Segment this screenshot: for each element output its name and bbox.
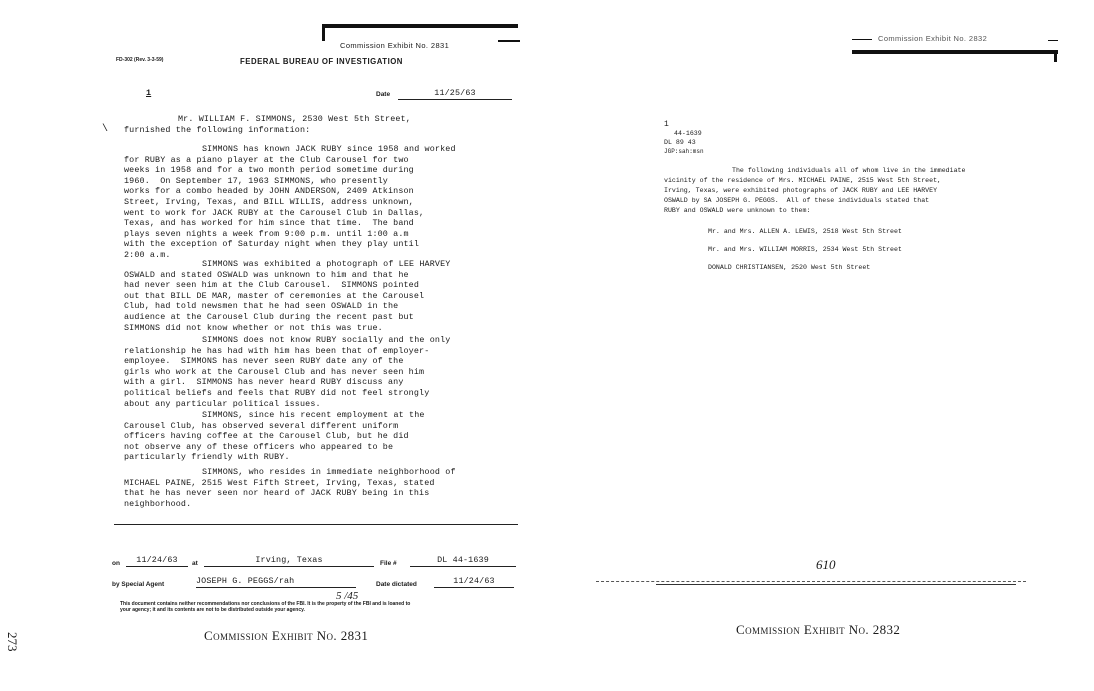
name-morris: Mr. and Mrs. WILLIAM MORRIS, 2534 West 5th Street (708, 246, 902, 253)
right-header-rule-left (852, 39, 872, 40)
dictated-label: Date dictated (376, 581, 417, 588)
right-intro: The following individuals all of whom live in the immediate vicinity of the residence of Mrs. MICHAEL PAINE, 2515 West 5th Street, Irving, Texas, were exhibited photographs of JACK RUBY and LEE HARVEY OSWALD by SA JOSEPH G. PEGGS. All of these individuals stated that RUBY and OSWALD were unknown to them: (664, 167, 966, 214)
date-value: 11/25/63 (398, 88, 512, 100)
bottom-solid-rule (656, 584, 1016, 585)
form-number: FD-302 (Rev. 3-3-59) (116, 57, 164, 63)
paragraph-relationship: SIMMONS does not know RUBY socially and the only relationship he has had with him has been that of employer- employee. SIMMONS has never seen RUBY date any of the girls who work at the Carousel Club and has never seen him with a girl. SIMMONS has never heard RUBY discuss any political beliefs and feels that RUBY did not feel strongly about any particular political issues. (124, 335, 451, 409)
paragraph-officers: SIMMONS, since his recent employment at the Carousel Club, has observed several different uniform officers having coffee at the Carousel Club, but he did not observe any of these officers who appeared to be particularly friendly with RUBY. (124, 410, 425, 463)
name-christiansen: DONALD CHRISTIANSEN, 2520 West 5th Street (708, 264, 871, 271)
margin-mark: \ (102, 124, 109, 135)
ref-page-number: 1 (664, 120, 669, 129)
date-label: Date (376, 91, 391, 98)
left-top-bar-tick (322, 27, 325, 41)
agency-title: FEDERAL BUREAU OF INVESTIGATION (240, 57, 403, 66)
agent-label: by Special Agent (112, 581, 165, 588)
file-label: File # (380, 560, 397, 567)
disclaimer-line-2: your agency; it and its contents are not to be distributed outside your agency. (120, 607, 305, 613)
right-top-bar-tick (1054, 50, 1057, 62)
handwritten-mark-left: 5 /45 (336, 590, 359, 602)
right-header-rule-right (1048, 40, 1058, 41)
dictated-value: 11/24/63 (434, 576, 514, 588)
on-value: 11/24/63 (126, 555, 188, 567)
paragraph-photograph: SIMMONS was exhibited a photograph of LEE HARVEY OSWALD and stated OSWALD was unknown to him and that he had never seen him at the Club Carousel. SIMMONS pointed out that BILL DE MAR, master of ceremonies at the Carousel Club, had told newsmen that he had seen OSWALD in the audience at the Carousel Club during the recent past but SIMMONS did not know whether or not this was true. (124, 259, 451, 333)
left-exhibit-header: Commission Exhibit No. 2831 (340, 41, 450, 50)
ref-file: 44-1639 (674, 130, 702, 137)
side-page-number: 273 (5, 632, 20, 652)
right-exhibit-header: Commission Exhibit No. 2832 (878, 34, 988, 43)
footer-rule (114, 524, 518, 525)
name-lewis: Mr. and Mrs. ALLEN A. LEWIS, 2518 West 5th Street (708, 228, 902, 235)
at-value: Irving, Texas (204, 555, 374, 567)
agent-value: JOSEPH G. PEGGS/rah (196, 576, 356, 588)
file-value: DL 44-1639 (410, 555, 516, 567)
bottom-perforation-rule (596, 581, 1026, 582)
left-header-rule-right (498, 40, 520, 42)
handwritten-mark-right: 610 (816, 557, 836, 572)
right-top-bar (852, 50, 1058, 54)
ref-initials: JGP:sah:msn (664, 148, 704, 155)
paragraph-neighborhood: SIMMONS, who resides in immediate neighborhood of MICHAEL PAINE, 2515 West Fifth Street, Irving, Texas, stated that he has never seen nor heard of JACK RUBY being in this neighborhood. (124, 467, 456, 509)
on-label: on (112, 560, 120, 567)
paragraph-intro: Mr. WILLIAM F. SIMMONS, 2530 West 5th Street, furnished the following information: (124, 114, 411, 135)
at-label: at (192, 560, 198, 567)
ref-dl: DL 89 43 (664, 139, 696, 146)
paragraph-employment: SIMMONS has known JACK RUBY since 1958 and worked for RUBY as a piano player at the Club Carousel for two weeks in 1958 and for a two month period sometime during 1960. On September 17, 1963 SIMMONS, who presently works for a combo headed by JOHN ANDERSON, 2409 Atkinson Street, Irving, Texas, and BILL WILLIS, address unknown, went to work for JACK RUBY at the Carousel Club in Dallas, Texas, and has worked for him since that time. The band plays seven nights a week from 9:00 p.m. until 1:00 a.m with the exception of Saturday night when they play until 2:00 a.m. (124, 144, 456, 260)
left-top-bar (322, 24, 518, 28)
right-caption: Commission Exhibit No. 2832 (736, 622, 901, 637)
disclaimer-line-1: This document contains neither recommendations nor conclusions of the FBI. It is the property of the FBI and is loaned to (120, 601, 411, 607)
page-marker: 1 (146, 88, 152, 98)
left-caption: Commission Exhibit No. 2831 (204, 628, 369, 643)
